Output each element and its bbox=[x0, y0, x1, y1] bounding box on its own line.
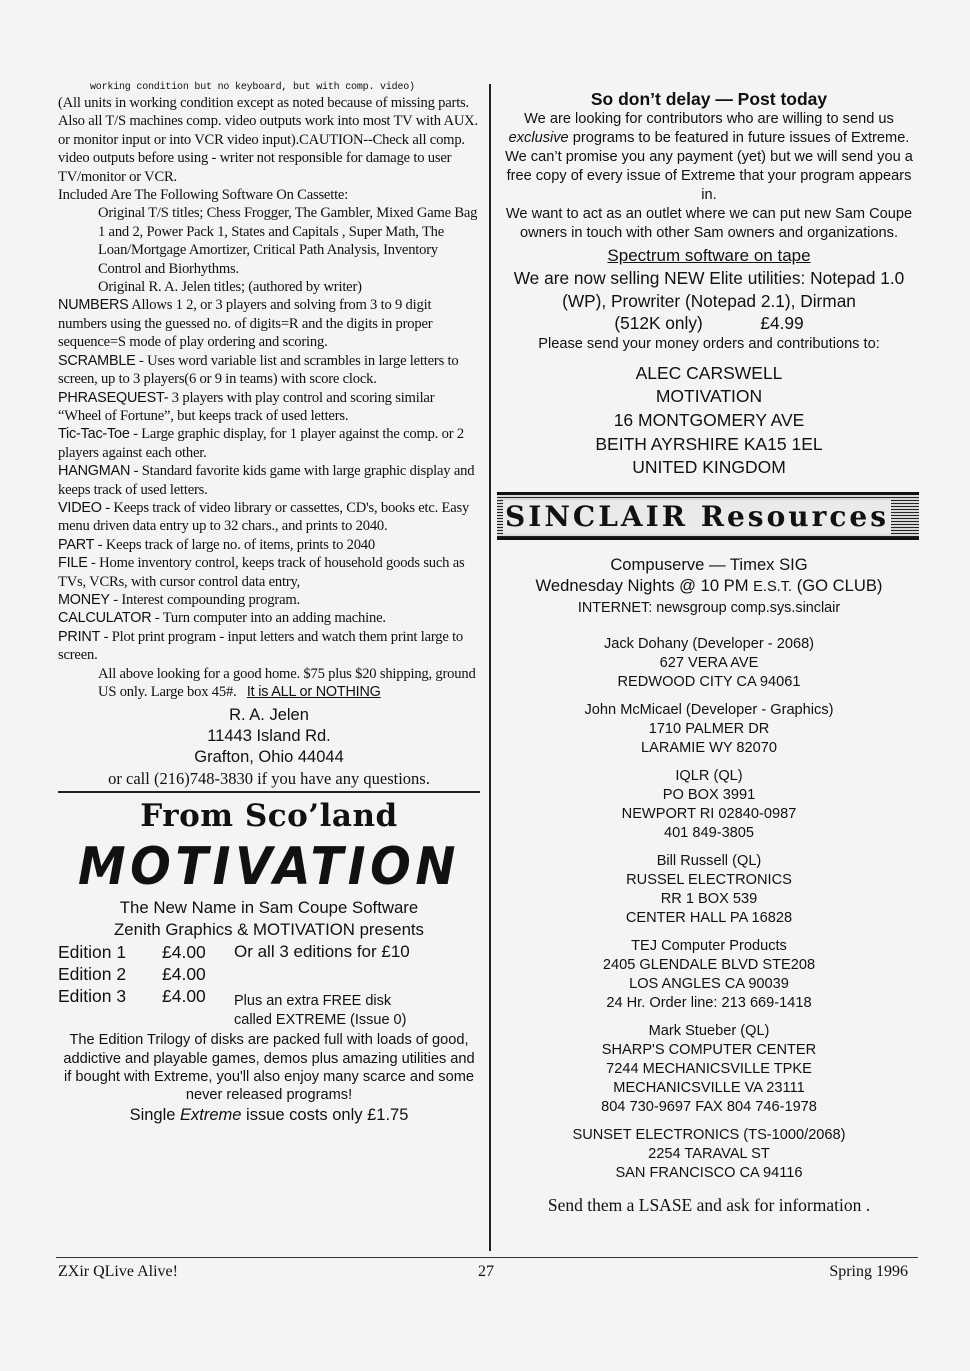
entry-line: Bill Russell (QL) bbox=[656, 852, 762, 869]
trilogy-paragraph: The Edition Trilogy of disks are packed full with loads of good, addictive and playable games, demos plus amazing utilities and if bought with Extreme, you'll also enjoy many scarce and some never released programs! bbox=[63, 1032, 475, 1104]
program-name: Tic-Tac-Toe bbox=[58, 426, 130, 443]
page-number: 27 bbox=[478, 1263, 494, 1280]
edition-row bbox=[58, 963, 480, 985]
call-line: or call (216)748-3830 if you have any questions. bbox=[108, 769, 430, 789]
program-desc: - Keeps track of video library or cassettes, CD's, books etc. Easy menu driven data entry up to 32 chars., and prints to 2040. bbox=[58, 499, 470, 535]
single-post: issue costs only £1.75 bbox=[241, 1106, 409, 1125]
address-line: MOTIVATION bbox=[655, 386, 763, 407]
entry-line: SHARP'S COMPUTER CENTER bbox=[601, 1041, 817, 1058]
program-item bbox=[58, 628, 480, 665]
internet-line: INTERNET: newsgroup comp.sys.sinclair bbox=[577, 599, 841, 616]
program-name: FILE bbox=[58, 555, 88, 572]
entry-line: NEWPORT RI 02840-0987 bbox=[621, 805, 797, 822]
edition-note: Or all 3 editions for £10 bbox=[234, 942, 410, 962]
outlet-paragraph: We want to act as an outlet where we can put new Sam Coupe owners in touch with other Sam owners and organizations. bbox=[505, 206, 913, 241]
program-item bbox=[58, 591, 480, 609]
address-line: UNITED KINGDOM bbox=[632, 457, 786, 478]
footer-rule bbox=[56, 1257, 918, 1258]
original-ts-titles: Original T/S titles; Chess Frogger, The Gambler, Mixed Game Bag 1 and 2, Power Pack 1, States and Capitals , Super Math, The Loan/Mortgage Amortizer, Critical Path Analysis, Inventory Control and Biorhythms. bbox=[98, 205, 478, 277]
elite-text: We are now selling NEW Elite utilities: Notepad 1.0 (WP), Prowriter (Notepad 2.1), Dirman bbox=[513, 268, 905, 311]
entry-line: MECHANICSVILLE VA 23111 bbox=[613, 1079, 805, 1096]
program-desc: - Home inventory control, keeps track of household goods such as TVs, VCRs, with cursor control data entry, bbox=[58, 555, 465, 590]
right-column bbox=[500, 88, 918, 1216]
entry-line: REDWOOD CITY CA 94061 bbox=[617, 673, 801, 690]
program-item bbox=[58, 554, 480, 591]
compuserve-heading: Compuserve — Timex SIG bbox=[610, 554, 808, 574]
address-line: 16 MONTGOMERY AVE bbox=[613, 409, 805, 430]
intro-mono-line: working condition but no keyboard, but with comp. video) bbox=[90, 82, 415, 93]
elite-utilities bbox=[500, 267, 918, 335]
entry-line: IQLR (QL) bbox=[675, 767, 743, 784]
entry-line: 401 849-3805 bbox=[663, 824, 755, 841]
program-item bbox=[58, 425, 480, 462]
program-name: VIDEO bbox=[58, 499, 102, 516]
resource-entry bbox=[500, 767, 918, 843]
motivation-address bbox=[500, 362, 918, 480]
ad-headline: From Sco’land bbox=[140, 798, 398, 835]
edition-price: £4.00 bbox=[162, 942, 206, 963]
offer-main: All above looking for a good home. $75 plus $20 shipping, ground US only. Large box 45#. bbox=[98, 665, 476, 700]
program-name: PRINT bbox=[58, 628, 101, 645]
seller-address bbox=[58, 705, 480, 768]
program-desc: Allows 1 2, or 3 players and solving from 3 to 9 digit numbers using the guessed no. of digits=R and the digits in proper sequence=S mode of play ordering and scoring. bbox=[58, 297, 433, 351]
seller-street: 11443 Island Rd. bbox=[207, 727, 331, 746]
send-them-note: Send them a LSASE and ask for information . bbox=[547, 1194, 871, 1215]
program-desc: - Large graphic display, for 1 player against the comp. or 2 players against each other. bbox=[58, 426, 464, 461]
entry-line: PO BOX 3991 bbox=[662, 786, 756, 803]
edition-price: £4.00 bbox=[162, 986, 206, 1007]
extreme-called: called EXTREME (Issue 0) bbox=[234, 1012, 407, 1029]
resource-entry bbox=[500, 852, 918, 928]
resource-entry bbox=[500, 1126, 918, 1183]
ad-tagline: The New Name in Sam Coupe Software bbox=[119, 898, 419, 918]
program-name: NUMBERS bbox=[58, 297, 129, 314]
banner-title: SINCLAIR Resources bbox=[505, 499, 889, 533]
send-instructions: Please send your money orders and contributions to: bbox=[538, 335, 880, 352]
section-divider bbox=[58, 791, 480, 793]
program-name: HANGMAN bbox=[58, 463, 131, 480]
entry-line: RUSSEL ELECTRONICS bbox=[626, 871, 792, 888]
elite-price: £4.99 bbox=[760, 313, 804, 334]
seller-city: Grafton, Ohio 44044 bbox=[194, 748, 344, 767]
entry-line: SUNSET ELECTRONICS (TS-1000/2068) bbox=[572, 1126, 846, 1143]
program-desc: - Turn computer into an adding machine. bbox=[151, 610, 386, 627]
program-name: PHRASEQUEST- bbox=[58, 389, 169, 406]
motivation-ad bbox=[58, 797, 480, 1126]
entry-line: LARAMIE WY 82070 bbox=[640, 739, 777, 756]
entry-line: 804 730-9697 FAX 804 746-1978 bbox=[601, 1098, 817, 1115]
publication-name: ZXir QLive Alive! bbox=[58, 1263, 178, 1280]
edition-row bbox=[58, 985, 480, 1012]
ad-presents: Zenith Graphics & MOTIVATION presents bbox=[114, 920, 424, 940]
entry-line: RR 1 BOX 539 bbox=[660, 890, 758, 907]
edition-row bbox=[58, 941, 480, 963]
condition-paragraph: (All units in working condition except as noted because of missing parts. Also all T/S machines comp. video outputs work into most TV with AUX. or monitor input or into VCR video input).CAUTION--Check all comp. video outputs before using - writer not responsible for damage to user TV/monitor or VCR. bbox=[58, 95, 478, 185]
program-name: CALCULATOR bbox=[58, 610, 152, 627]
edition-name: Edition 2 bbox=[58, 964, 127, 985]
address-line: BEITH AYRSHIRE KA15 1EL bbox=[595, 433, 823, 454]
resource-entry bbox=[500, 937, 918, 1013]
entry-line: 1710 PALMER DR bbox=[648, 720, 770, 737]
program-name: PART bbox=[58, 536, 95, 553]
program-item bbox=[58, 352, 480, 389]
classified-ad bbox=[58, 82, 480, 701]
entry-line: 7244 MECHANICSVILLE TPKE bbox=[606, 1060, 812, 1077]
resource-entry bbox=[500, 1022, 918, 1117]
entry-line: Mark Stueber (QL) bbox=[648, 1022, 770, 1039]
program-desc: 3 players with play control and scoring similar “Wheel of Fortune”, but keeps track of used letters. bbox=[58, 389, 435, 424]
entry-line: CENTER HALL PA 16828 bbox=[625, 909, 793, 926]
wednesday-b: E.S.T. bbox=[753, 579, 793, 596]
wednesday-a: Wednesday Nights @ 10 PM bbox=[535, 576, 754, 596]
entry-line: Jack Dohany (Developer - 2068) bbox=[603, 635, 815, 652]
edition-price: £4.00 bbox=[162, 964, 206, 985]
issue-date: Spring 1996 bbox=[829, 1263, 908, 1280]
program-item bbox=[58, 609, 480, 627]
entry-line: LOS ANGLES CA 90039 bbox=[629, 975, 789, 992]
program-desc: - Plot print program - input letters and watch them print large to screen. bbox=[58, 628, 464, 664]
entry-line: John McMicael (Developer - Graphics) bbox=[584, 701, 834, 718]
wednesday-c: (GO CLUB) bbox=[792, 576, 883, 596]
program-item bbox=[58, 499, 480, 536]
entry-line: 2254 TARAVAL ST bbox=[648, 1145, 770, 1162]
address-line: ALEC CARSWELL bbox=[635, 362, 783, 383]
program-item bbox=[58, 389, 480, 426]
entry-line: 2405 GLENDALE BLVD STE208 bbox=[602, 956, 816, 973]
motivation-logo: MOTIVATION bbox=[77, 837, 461, 898]
original-ra-titles: Original R. A. Jelen titles; (authored by writer) bbox=[98, 279, 362, 296]
seller-name: R. A. Jelen bbox=[229, 706, 309, 725]
program-item bbox=[58, 462, 480, 499]
single-em: Extreme bbox=[180, 1106, 242, 1125]
offer-text bbox=[58, 665, 480, 702]
resource-entry bbox=[500, 635, 918, 692]
left-column bbox=[58, 82, 480, 1126]
elite-tail: (512K only) bbox=[614, 313, 703, 334]
program-name: SCRAMBLE bbox=[58, 352, 136, 369]
para1-em: exclusive bbox=[508, 130, 569, 146]
program-item bbox=[58, 296, 480, 351]
para1-b: programs to be featured in future issues of Extreme. We can’t promise you any payment (yet) but we will send you a free copy of every issue of Extreme that your program appears in. bbox=[505, 130, 913, 203]
entry-line: 627 VERA AVE bbox=[659, 654, 759, 671]
sinclair-resources-banner bbox=[497, 492, 919, 540]
offer-underlined: It is ALL or NOTHING bbox=[246, 684, 381, 700]
program-desc: - Uses word variable list and scrambles in large letters to screen, up to 3 players(6 or 9 in teams) with score clock. bbox=[58, 352, 459, 388]
entry-line: 24 Hr. Order line: 213 669-1418 bbox=[606, 994, 812, 1011]
included-heading: Included Are The Following Software On Cassette: bbox=[58, 187, 349, 204]
column-divider bbox=[489, 84, 491, 1251]
program-name: MONEY bbox=[58, 591, 110, 608]
wednesday-line bbox=[500, 575, 918, 599]
program-desc: - Keeps track of large no. of items, prints to 2040 bbox=[94, 536, 375, 553]
entry-line: SAN FRANCISCO CA 94116 bbox=[615, 1164, 803, 1181]
edition-name: Edition 3 bbox=[58, 986, 127, 1007]
program-desc: - Standard favorite kids game with large graphic display and keeps track of used letters. bbox=[58, 463, 475, 498]
single-issue-price bbox=[58, 1104, 480, 1126]
program-item bbox=[58, 536, 480, 554]
edition-name: Edition 1 bbox=[58, 942, 127, 963]
edition-note: Plus an extra FREE disk bbox=[234, 993, 392, 1010]
resource-entry bbox=[500, 701, 918, 758]
entry-line: TEJ Computer Products bbox=[631, 937, 787, 954]
spectrum-heading: Spectrum software on tape bbox=[607, 246, 811, 265]
post-today-headline: So don’t delay — Post today bbox=[590, 89, 828, 109]
single-pre: Single bbox=[129, 1106, 181, 1125]
para1-a: We are looking for contributors who are willing to send us bbox=[524, 111, 894, 127]
contributors-paragraph bbox=[500, 110, 918, 205]
program-desc: - Interest compounding program. bbox=[109, 591, 300, 608]
